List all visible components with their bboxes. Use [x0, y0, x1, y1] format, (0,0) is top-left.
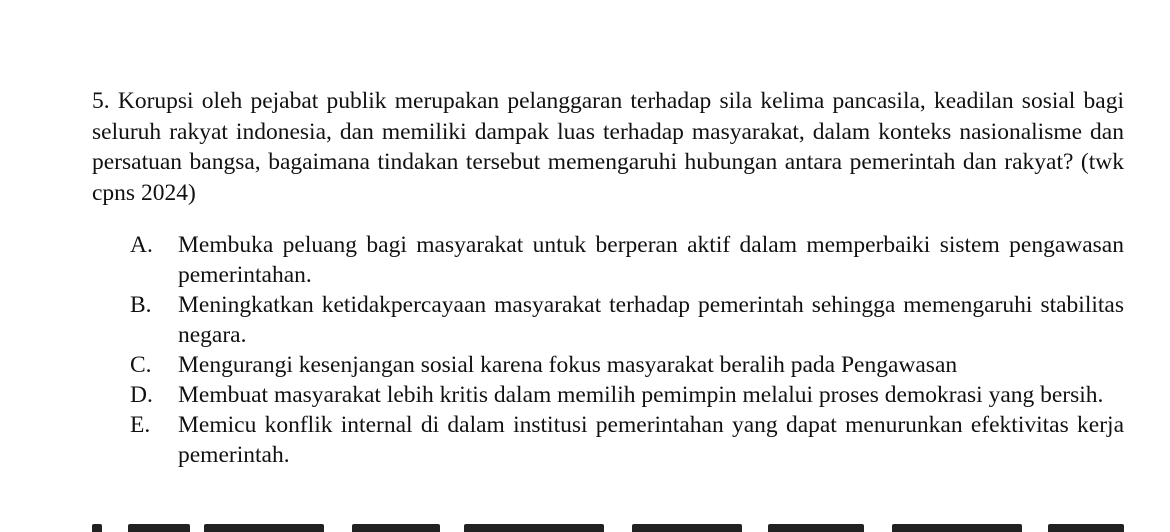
option-text: Membuka peluang bagi masyarakat untuk berperan aktif dalam memperbaiki sistem pengawasan pemerintahan. [178, 232, 1124, 288]
option-text: Meningkatkan ketidakpercayaan masyarakat terhadap pemerintah sehingga memengaruhi stabilitas negara. [178, 292, 1124, 348]
option-d [130, 380, 1124, 410]
option-text: Mengurangi kesenjangan sosial karena fokus masyarakat beralih pada Pengawasan [178, 352, 958, 378]
question-number: 5. [92, 88, 110, 114]
option-e [130, 410, 1124, 470]
option-letter: C. [130, 352, 152, 378]
option-text: Membuat masyarakat lebih kritis dalam memilih pemimpin melalui proses demokrasi yang bersih. [178, 382, 1104, 408]
option-c [130, 350, 1124, 380]
cropped-next-question-line [92, 518, 1124, 532]
question-text: Korupsi oleh pejabat publik merupakan pelanggaran terhadap sila kelima pancasila, keadilan sosial bagi seluruh rakyat indonesia, dan memiliki dampak luas terhadap masyarakat, dalam konteks nasionalisme dan persatuan bangsa, bagaimana tindakan tersebut memengaruhi hubungan antara pemerintah dan rakyat? (twk cpns 2024) [92, 88, 1125, 206]
answer-options [130, 230, 1124, 470]
option-letter: A. [130, 232, 153, 258]
option-letter: B. [130, 292, 152, 318]
option-letter: D. [130, 382, 153, 408]
question-5 [92, 86, 1124, 208]
option-b [130, 290, 1124, 350]
option-a [130, 230, 1124, 290]
option-text: Memicu konflik internal di dalam institusi pemerintahan yang dapat menurunkan efektivitas kerja pemerintah. [178, 412, 1124, 468]
option-letter: E. [130, 412, 151, 438]
